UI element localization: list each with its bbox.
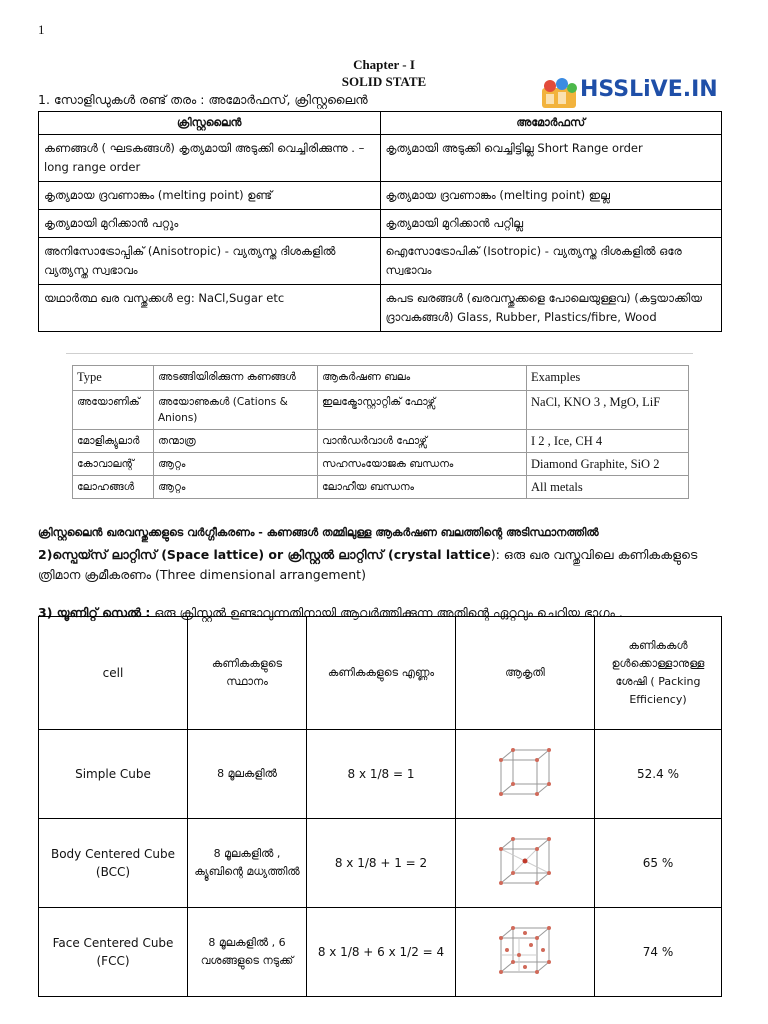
cell-position: 8 മൂലകളിൽ , ക്യൂബിന്റെ മധ്യത്തിൽ [188, 819, 307, 908]
table-cell: തന്മാത്ര [154, 430, 318, 453]
table-row [39, 730, 722, 819]
table-cell: ആറ്റം [154, 453, 318, 476]
section-2-text: ): ഒരു ഖര വസ്തുവിലെ കണികകളുടെ [490, 547, 698, 562]
cell-count: 8 x 1/8 + 6 x 1/2 = 4 [307, 908, 456, 997]
section-2-title: 2)സ്പെയ്സ് ലാറ്റിസ് (Space lattice) or ക്രിസ്റ്റൽ ലാറ്റിസ് (crystal lattice [38, 547, 491, 562]
table-cell: All metals [527, 476, 689, 499]
header-cell: cell [39, 617, 188, 730]
cell-efficiency: 74 % [595, 908, 722, 997]
table-cell: അയോണിക് [73, 391, 154, 430]
table-row [39, 285, 722, 332]
section-2-line2: ത്രിമാന ക്രമീകരണം (Three dimensional arrangement) [38, 567, 366, 582]
table-cell: കോവാലന്റ് [73, 453, 154, 476]
logo-text: HSSLiVE.IN [580, 77, 718, 102]
section-2-heading [38, 547, 697, 563]
table-cell: Diamond Graphite, SiO 2 [527, 453, 689, 476]
table-header-row [39, 617, 722, 730]
table-cell: I 2 , Ice, CH 4 [527, 430, 689, 453]
table-cell: കൃത്യമായി മുറിക്കാൻ പറ്റും [39, 210, 381, 238]
section-3-title: 3) യൂണിറ്റ് സെൽ : [38, 605, 151, 620]
table-cell: കൃത്യമായി മുറിക്കാൻ പറ്റില്ല [380, 210, 722, 238]
chapter-title: Chapter - I [353, 57, 415, 72]
header-packing-efficiency: കണികകൾ ഉൾക്കൊള്ളാനുള്ള ശേഷി ( Packing Efficiency) [595, 617, 722, 730]
table-cell: കൃത്യമായ ദ്രവണാങ്കം (melting point) ഇല്ല [380, 182, 722, 210]
table-row [39, 908, 722, 997]
table-cell: കൃത്യമായി അടുക്കി വെച്ചിട്ടില്ല Short Range order [380, 135, 722, 182]
table-cell: NaCl, KNO 3 , MgO, LiF [527, 391, 689, 430]
table-row [73, 476, 689, 499]
hsslive-logo [540, 76, 722, 110]
kids-logo-icon [540, 76, 580, 110]
table-row [39, 210, 722, 238]
header-crystalline: ക്രിസ്റ്റലൈൻ [39, 112, 381, 135]
table-cell: കണങ്ങൾ ( ഘടകങ്ങൾ) കൃത്യമായി അടുക്കി വെച്ചിരിക്കുന്നു . – long range order [39, 135, 381, 182]
cell-efficiency: 52.4 % [595, 730, 722, 819]
cell-efficiency: 65 % [595, 819, 722, 908]
table-header-row [73, 366, 689, 391]
cell-shape [456, 730, 595, 819]
table-header-row [39, 112, 722, 135]
header-force: ആകർഷണ ബലം [318, 366, 527, 391]
table-row [39, 182, 722, 210]
simple-cube-icon [495, 744, 555, 800]
table-row [39, 238, 722, 285]
table-cell: ആറ്റം [154, 476, 318, 499]
table-cell: കൃത്യമായ ദ്രവണാങ്കം (melting point) ഉണ്ട് [39, 182, 381, 210]
table-cell: സഹസംയോജക ബന്ധനം [318, 453, 527, 476]
section-3-text: ഒരു ക്രിസ്റ്റൽ ഉണ്ടാവുന്നതിനായി ആവർത്തിക്കുന്ന അതിന്റെ ഏറ്റവും ചെറിയ ഭാഗം . [154, 605, 623, 620]
table-cell: ലോഹങ്ങൾ [73, 476, 154, 499]
cell-count: 8 x 1/8 + 1 = 2 [307, 819, 456, 908]
table-cell: വാൻഡർവാൾ ഫോഴ്സ് [318, 430, 527, 453]
cell-name: Body Centered Cube (BCC) [39, 819, 188, 908]
section-1-heading: 1. സോളിഡുകൾ രണ്ട് തരം : അമോർഫസ്, ക്രിസ്റ്റലൈൻ [38, 92, 368, 107]
table-row [73, 391, 689, 430]
cell-name: Simple Cube [39, 730, 188, 819]
table-cell: അനിസോട്രോപ്പിക് (Anisotropic) - വ്യത്യസ്ത ദിശകളിൽ വ്യത്യസ്ത സ്വഭാവം [39, 238, 381, 285]
header-shape: ആകൃതി [456, 617, 595, 730]
cell-count: 8 x 1/8 = 1 [307, 730, 456, 819]
unit-cell-table [38, 616, 722, 997]
header-position: കണികകളുടെ സ്ഥാനം [188, 617, 307, 730]
header-count: കണികകളുടെ എണ്ണം [307, 617, 456, 730]
table-row [73, 453, 689, 476]
table-row [73, 430, 689, 453]
crystalline-amorphous-table [38, 111, 722, 332]
table-row [39, 135, 722, 182]
table-cell: ഐസോട്രോപിക് (Isotropic) - വ്യത്യസ്ത ദിശകളിൽ ഒരേ സ്വഭാവം [380, 238, 722, 285]
table-cell: മോളിക്യുലാർ [73, 430, 154, 453]
header-particles: അടങ്ങിയിരിക്കുന്ന കണങ്ങൾ [154, 366, 318, 391]
table-cell: അയോണുകൾ (Cations & Anions) [154, 391, 318, 430]
fcc-cube-icon [495, 922, 555, 978]
header-examples: Examples [527, 366, 689, 391]
table-cell: ഇലക്ട്രോസ്റ്റാറ്റിക് ഫോഴ്സ് [318, 391, 527, 430]
classification-note: ക്രിസ്റ്റലൈൻ ഖരവസ്തുക്കളുടെ വർഗ്ഗീകരണം - കണങ്ങൾ തമ്മിലുള്ള ആകർഷണ ബലത്തിന്റെ അടിസ്ഥാനത്തിൽ [38, 526, 599, 539]
cell-position: 8 മൂലകളിൽ [188, 730, 307, 819]
page-number: 1 [38, 22, 45, 37]
header-type: Type [73, 366, 154, 391]
header-amorphous: അമോർഫസ് [380, 112, 722, 135]
crystal-types-table [72, 365, 689, 499]
cell-name: Face Centered Cube (FCC) [39, 908, 188, 997]
subject-title: SOLID STATE [341, 74, 427, 89]
cell-shape [456, 908, 595, 997]
bcc-cube-icon [495, 833, 555, 889]
table-row [39, 819, 722, 908]
cell-shape [456, 819, 595, 908]
cell-position: 8 മൂലകളിൽ , 6 വശങ്ങളുടെ നടുക്ക് [188, 908, 307, 997]
table-cell: ലോഹീയ ബന്ധനം [318, 476, 527, 499]
table-cell: കപട ഖരങ്ങൾ (ഖരവസ്തുക്കളെ പോലെയുള്ളവ) (കട്ടയാക്കിയ ദ്രാവകങ്ങൾ) Glass, Rubber, Plastics/fibre, Wood [380, 285, 722, 332]
table-cell: യഥാർത്ഥ ഖര വസ്തുക്കൾ eg: NaCl,Sugar etc [39, 285, 381, 332]
